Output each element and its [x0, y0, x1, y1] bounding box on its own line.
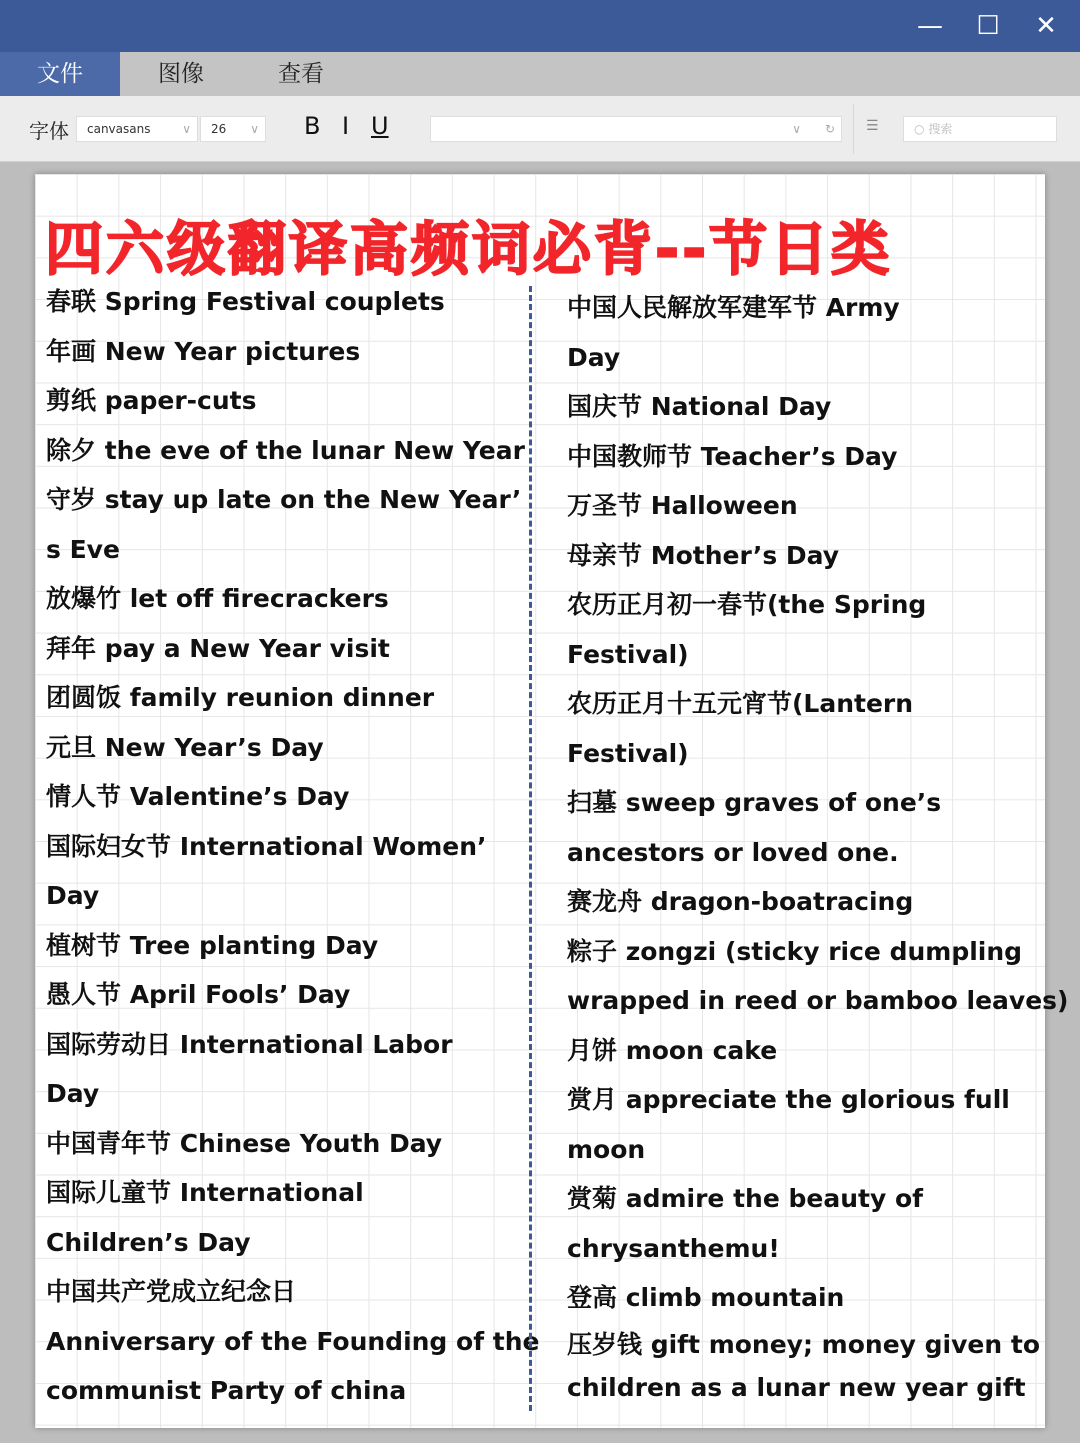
entry-line: Festival): [567, 639, 689, 669]
entry-line: children as a lunar new year gift: [567, 1372, 1026, 1402]
right-column: [567, 283, 1068, 1409]
title-bar: [0, 0, 1080, 52]
chevron-down-icon: ∨: [792, 122, 801, 136]
entry-line: 中国人民解放军建军节 Army: [567, 293, 900, 322]
toolbar: [0, 96, 1080, 162]
entry-line: s Eve: [46, 534, 120, 564]
entry-line: 农历正月初一春节(the Spring: [567, 590, 927, 619]
entry-line: Day: [46, 1079, 100, 1108]
search-input[interactable]: [903, 116, 1057, 142]
vocab-entry: [567, 927, 1068, 1026]
vocab-entry: [567, 531, 1068, 581]
vocab-entry: [567, 283, 1068, 382]
minimize-button[interactable]: —: [917, 11, 943, 41]
entry-line: 万圣节 Halloween: [567, 491, 798, 520]
entry-line: 压岁钱 gift money; money given to: [567, 1329, 1040, 1359]
vocab-entry: [46, 1119, 540, 1169]
vocab-entry: [567, 1026, 1068, 1076]
entry-line: 赛龙舟 dragon-boatracing: [567, 887, 914, 916]
entry-line: 愚人节 April Fools’ Day: [46, 980, 351, 1009]
page-title: 四六级翻译高频词必背--节日类: [45, 215, 893, 283]
entry-line: 植树节 Tree planting Day: [46, 930, 379, 960]
entry-line: communist Party of china: [46, 1376, 407, 1405]
search-icon: ○: [914, 122, 925, 136]
entry-line: 粽子 zongzi (sticky rice dumpling: [567, 936, 1023, 966]
document-page: [35, 174, 1069, 1428]
column-divider: [529, 286, 532, 1411]
size-select[interactable]: [200, 116, 266, 142]
vocab-entry: [46, 1020, 540, 1119]
entry-line: 年画 New Year pictures: [46, 336, 361, 366]
close-button[interactable]: ✕: [1035, 11, 1057, 41]
vocab-entry: [46, 624, 540, 674]
entry-line: 国际妇女节 International Women’: [46, 831, 487, 861]
left-column: [46, 277, 540, 1416]
vocab-entry: [567, 1273, 1068, 1323]
entry-line: 登高 climb mountain: [567, 1283, 845, 1312]
style-select[interactable]: [430, 116, 842, 142]
chevron-down-icon: ∨: [250, 122, 259, 136]
vocab-entry: [46, 475, 540, 574]
entry-line: 春联 Spring Festival couplets: [46, 287, 445, 316]
vocab-entry: [46, 1168, 540, 1267]
divider: [853, 104, 854, 154]
entry-line: 赏月 appreciate the glorious full: [567, 1085, 1010, 1114]
vocab-entry: [567, 1174, 1068, 1273]
entry-line: chrysanthemu!: [567, 1233, 780, 1263]
entry-line: 情人节 Valentine’s Day: [46, 782, 350, 811]
vocab-entry: [46, 426, 540, 476]
vocab-entry: [46, 921, 540, 971]
entry-line: 国庆节 National Day: [567, 392, 832, 421]
menu-view[interactable]: 查看: [278, 61, 324, 87]
underline-button[interactable]: U: [371, 112, 389, 140]
vocab-entry: [567, 382, 1068, 432]
entry-line: Festival): [567, 738, 689, 768]
vocab-entry: [46, 277, 540, 327]
entry-line: 团圆饭 family reunion dinner: [46, 683, 435, 712]
list-numbered-icon[interactable]: ☰: [866, 118, 879, 134]
vocab-entry: [46, 772, 540, 822]
entry-line: 除夕 the eve of the lunar New Year: [46, 435, 525, 465]
entry-line: 中国教师节 Teacher’s Day: [567, 441, 898, 471]
entry-line: moon: [567, 1134, 646, 1164]
vocab-entry: [567, 432, 1068, 482]
search-placeholder: 搜索: [928, 122, 953, 136]
entry-line: 拜年 pay a New Year visit: [46, 633, 390, 663]
vocab-entry: [46, 673, 540, 723]
bold-button[interactable]: B: [304, 112, 321, 140]
font-select[interactable]: [76, 116, 198, 142]
vocab-entry: [567, 481, 1068, 531]
vocab-entry: [567, 877, 1068, 927]
vocab-entry: [567, 1323, 1068, 1409]
entry-line: 赏菊 admire the beauty of: [567, 1184, 924, 1213]
size-value: 26: [211, 122, 227, 136]
vocab-entry: [46, 723, 540, 773]
vocab-entry: [46, 327, 540, 377]
menu-file[interactable]: 文件: [0, 52, 120, 96]
chevron-down-icon: ∨: [182, 122, 191, 136]
entry-line: Day: [567, 342, 621, 372]
font-label: 字体: [29, 119, 69, 143]
refresh-icon[interactable]: ↻: [824, 122, 835, 136]
vocab-entry: [46, 376, 540, 426]
entry-line: Day: [46, 881, 100, 910]
font-value: canvasans: [87, 122, 151, 136]
entry-line: 扫墓 sweep graves of one’s: [567, 788, 942, 817]
entry-line: 国际劳动日 International Labor: [46, 1029, 453, 1059]
entry-line: wrapped in reed or bamboo leaves): [567, 986, 1069, 1015]
entry-line: ancestors or loved one.: [567, 837, 899, 867]
entry-line: 放爆竹 let off firecrackers: [46, 584, 389, 613]
entry-line: 月饼 moon cake: [567, 1035, 778, 1065]
entry-line: 元旦 New Year’s Day: [46, 732, 324, 762]
entry-line: 守岁 stay up late on the New Year’: [46, 485, 522, 514]
vocab-entry: [46, 970, 540, 1020]
vocab-entry: [567, 679, 1068, 778]
menu-bar: [0, 52, 1080, 96]
vocab-entry: [46, 1267, 540, 1416]
entry-line: 中国青年节 Chinese Youth Day: [46, 1128, 443, 1158]
menu-image[interactable]: 图像: [158, 61, 204, 87]
vocab-entry: [567, 1075, 1068, 1174]
entry-line: 剪纸 paper-cuts: [46, 386, 257, 415]
vocab-entry: [567, 580, 1068, 679]
vocab-entry: [46, 822, 540, 921]
entry-line: 国际儿童节 International: [46, 1178, 364, 1207]
vocab-entry: [46, 574, 540, 624]
entry-line: Children’s Day: [46, 1227, 251, 1257]
vocab-entry: [567, 778, 1068, 877]
entry-line: Anniversary of the Founding of the: [46, 1326, 540, 1356]
entry-line: 母亲节 Mother’s Day: [567, 540, 840, 570]
maximize-button[interactable]: ☐: [976, 11, 1000, 41]
entry-line: 中国共产党成立纪念日: [46, 1277, 297, 1306]
italic-button[interactable]: I: [342, 112, 350, 140]
entry-line: 农历正月十五元宵节(Lantern: [567, 689, 914, 718]
